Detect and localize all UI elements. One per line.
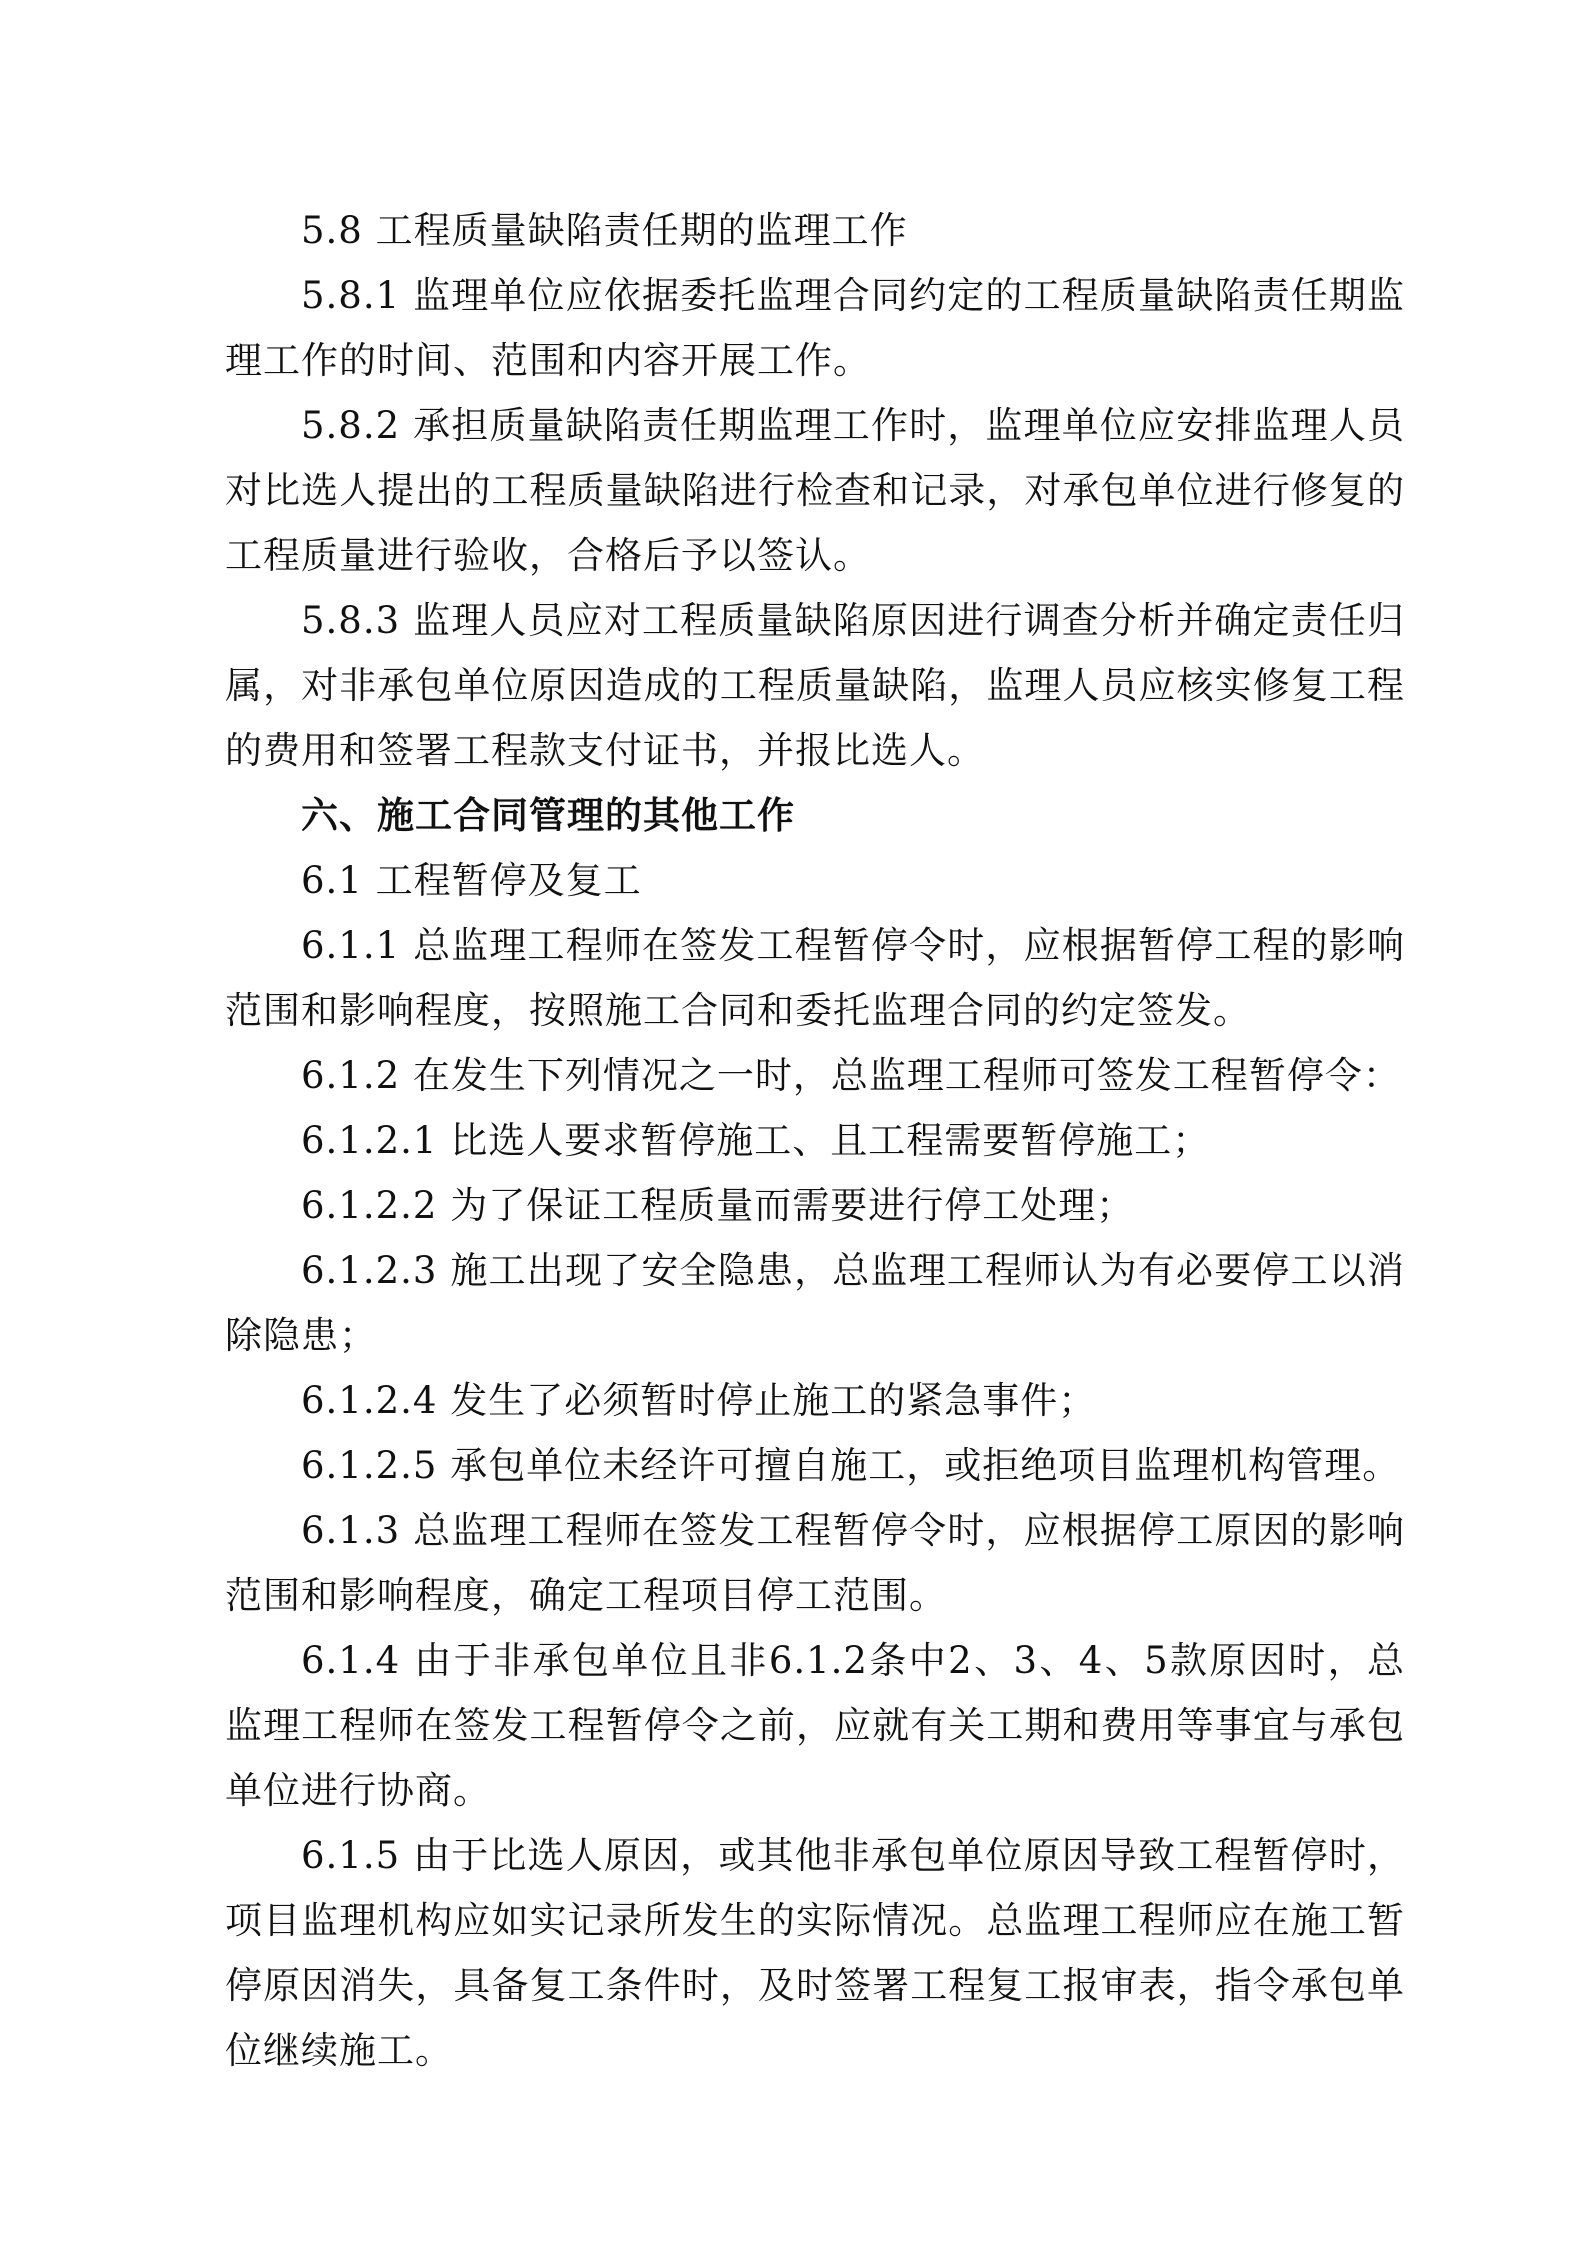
clause-6-1-5: 6.1.5 由于比选人原因，或其他非承包单位原因导致工程暂停时，项目监理机构应如实记录所发生的实际情况。总监理工程师应在施工暂停原因消失，具备复工条件时，及时签署工程复工报审表，指令承包单位继续施工。 [225, 1834, 1405, 2072]
section-title-6-1: 6.1 工程暂停及复工 [301, 859, 642, 902]
clause-6-1-2: 6.1.2 在发生下列情况之一时，总监理工程师可签发工程暂停令： [301, 1054, 1401, 1097]
clause-6-1-3: 6.1.3 总监理工程师在签发工程暂停令时，应根据停工原因的影响范围和影响程度，确定工程项目停工范围。 [225, 1509, 1405, 1617]
clause-6-1-2-3: 6.1.2.3 施工出现了安全隐患，总监理工程师认为有必要停工以消除隐患； [225, 1249, 1405, 1357]
chapter-heading-6: 六、施工合同管理的其他工作 [301, 794, 795, 837]
clause-6-1-2-2: 6.1.2.2 为了保证工程质量而需要进行停工处理； [301, 1184, 1135, 1227]
clause-6-1-2-5: 6.1.2.5 承包单位未经许可擅自施工，或拒绝项目监理机构管理。 [301, 1444, 1401, 1487]
clause-6-1-4: 6.1.4 由于非承包单位且非6.1.2条中2、3、4、5款原因时，总监理工程师在签发工程暂停令之前，应就有关工期和费用等事宜与承包单位进行协商。 [225, 1639, 1405, 1812]
clause-6-1-2-4: 6.1.2.4 发生了必须暂时停止施工的紧急事件； [301, 1379, 1097, 1422]
clause-6-1-2-1: 6.1.2.1 比选人要求暂停施工、且工程需要暂停施工； [301, 1119, 1211, 1162]
clause-5-8-3: 5.8.3 监理人员应对工程质量缺陷原因进行调查分析并确定责任归属，对非承包单位原因造成的工程质量缺陷，监理人员应核实修复工程的费用和签署工程款支付证书，并报比选人。 [225, 599, 1405, 772]
clause-5-8-1: 5.8.1 监理单位应依据委托监理合同约定的工程质量缺陷责任期监理工作的时间、范围和内容开展工作。 [225, 274, 1405, 382]
clause-6-1-1: 6.1.1 总监理工程师在签发工程暂停令时，应根据暂停工程的影响范围和影响程度，按照施工合同和委托监理合同的约定签发。 [225, 924, 1405, 1032]
section-title-5-8: 5.8 工程质量缺陷责任期的监理工作 [301, 209, 908, 252]
clause-5-8-2: 5.8.2 承担质量缺陷责任期监理工作时，监理单位应安排监理人员对比选人提出的工程质量缺陷进行检查和记录，对承包单位进行修复的工程质量进行验收，合格后予以签认。 [225, 404, 1405, 577]
page-body [225, 198, 1405, 2083]
